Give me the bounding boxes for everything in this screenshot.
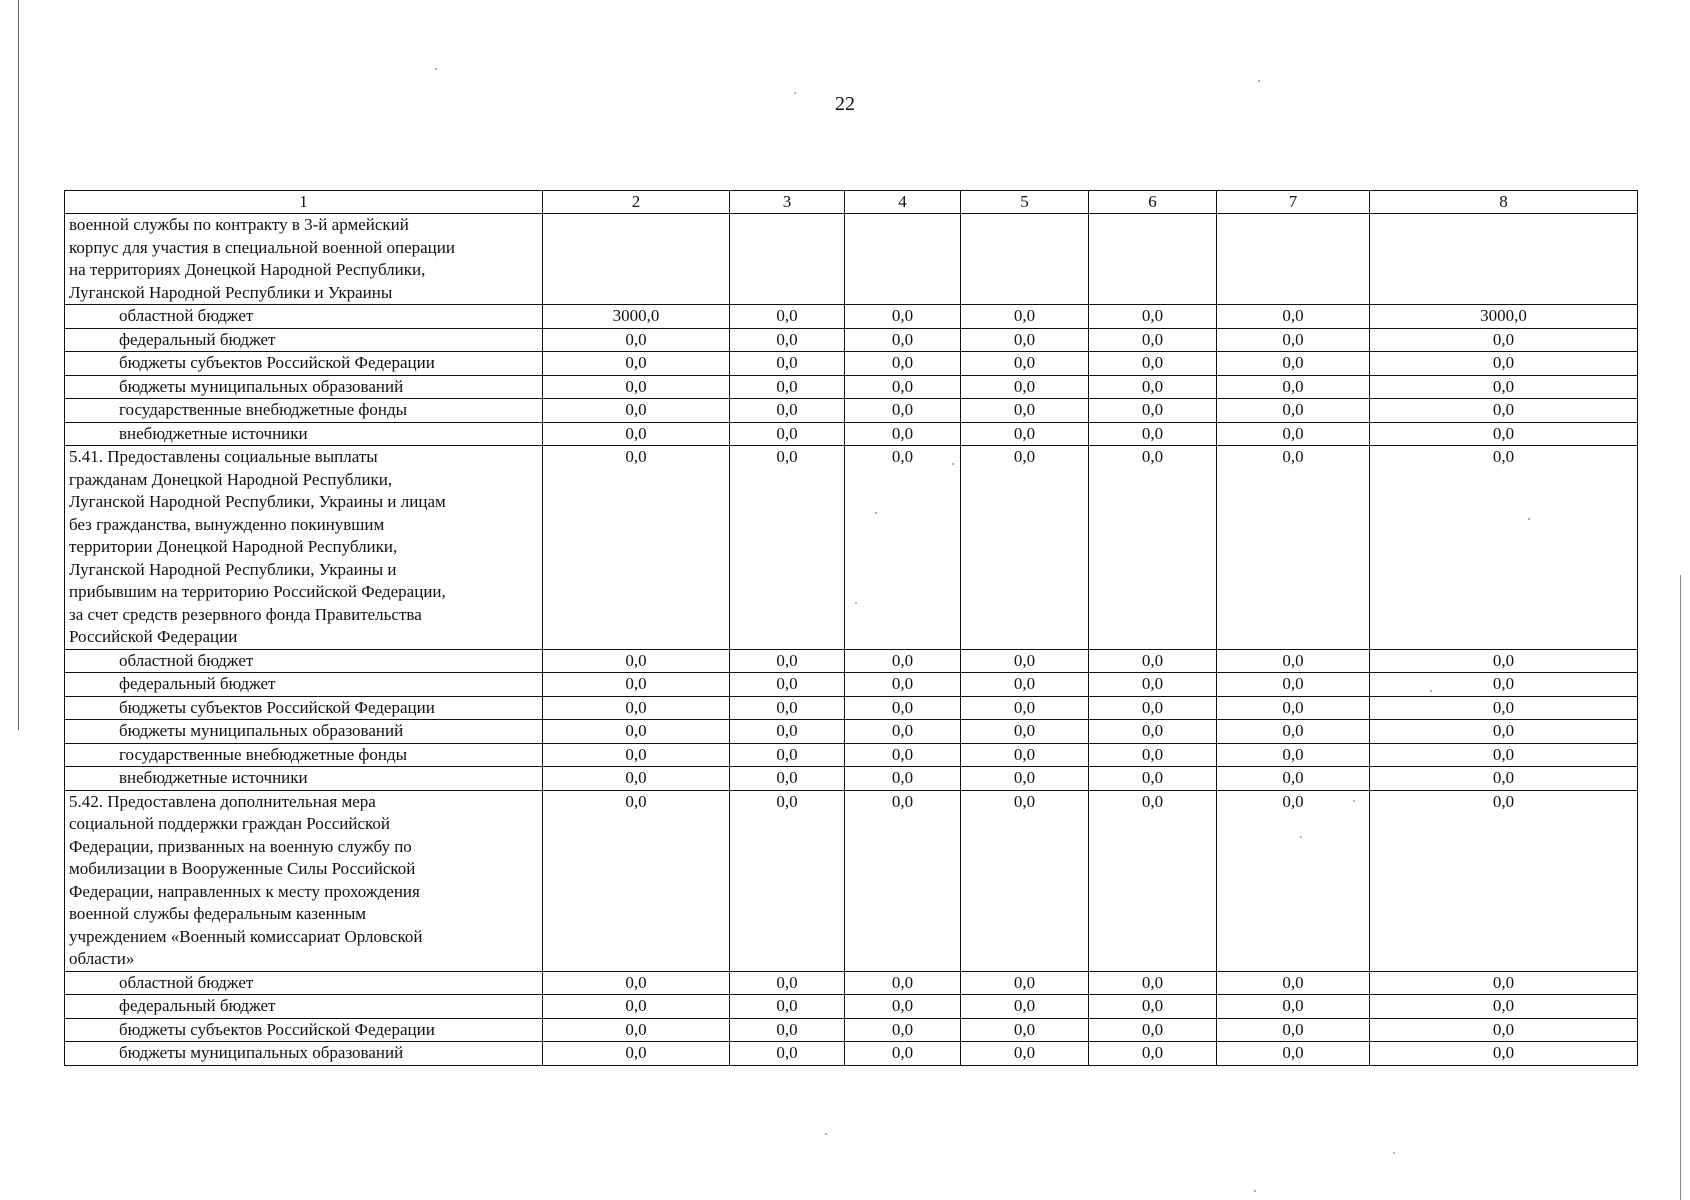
value-cell: 0,0 <box>543 446 730 650</box>
value-cell: 0,0 <box>730 328 845 352</box>
value-cell: 0,0 <box>1217 422 1370 446</box>
value-cell: 0,0 <box>1217 375 1370 399</box>
value-cell: 0,0 <box>845 696 961 720</box>
description-line: областной бюджет <box>119 972 254 992</box>
value-cell: 0,0 <box>1370 422 1638 446</box>
funding-source-label <box>65 971 543 995</box>
value-cell: 0,0 <box>845 422 961 446</box>
description-line: Луганской Народной Республики и Украины <box>69 282 393 302</box>
funding-source-label <box>65 328 543 352</box>
description-line: бюджеты субъектов Российской Федерации <box>119 697 435 717</box>
value-cell: 0,0 <box>1370 399 1638 423</box>
value-cell: 0,0 <box>543 743 730 767</box>
description-line: области» <box>69 949 135 968</box>
value-cell: 0,0 <box>543 399 730 423</box>
value-cell: 0,0 <box>1370 328 1638 352</box>
value-cell: 0,0 <box>961 1042 1089 1066</box>
value-cell: 0,0 <box>845 767 961 791</box>
value-cell: 0,0 <box>1217 995 1370 1019</box>
value-cell: 0,0 <box>961 790 1089 971</box>
value-cell: 0,0 <box>1370 673 1638 697</box>
description-line: территории Донецкой Народной Республики, <box>69 537 398 556</box>
description-line: корпус для участия в специальной военной операции <box>69 237 455 257</box>
value-cell: 0,0 <box>1217 399 1370 423</box>
value-cell: 0,0 <box>961 422 1089 446</box>
value-cell: 0,0 <box>961 399 1089 423</box>
description-line: 5.42. Предоставлена дополнительная мера <box>69 791 376 811</box>
value-cell: 0,0 <box>730 649 845 673</box>
table-row-source <box>65 422 1638 446</box>
funding-source-label <box>65 1042 543 1066</box>
value-cell: 0,0 <box>1089 767 1217 791</box>
value-cell: 0,0 <box>1089 971 1217 995</box>
description-line: областной бюджет <box>119 306 254 325</box>
value-cell: 0,0 <box>543 422 730 446</box>
description-line: Луганской Народной Республики, Украины и <box>69 559 397 579</box>
value-cell: 0,0 <box>730 790 845 971</box>
table-row-source <box>65 971 1638 995</box>
value-cell: 0,0 <box>845 446 961 650</box>
value-cell: 0,0 <box>961 971 1089 995</box>
value-cell: 0,0 <box>961 649 1089 673</box>
table-row-source <box>65 720 1638 744</box>
description-line: государственные внебюджетные фонды <box>119 400 408 419</box>
value-cell: 0,0 <box>845 352 961 376</box>
value-cell: 0,0 <box>1370 375 1638 399</box>
description-line: областной бюджет <box>119 650 254 670</box>
value-cell: 0,0 <box>961 673 1089 697</box>
description-line: внебюджетные источники <box>119 768 308 787</box>
value-cell: 0,0 <box>543 375 730 399</box>
value-cell: 0,0 <box>730 352 845 376</box>
value-cell: 0,0 <box>1370 1018 1638 1042</box>
description-line: бюджеты субъектов Российской Федерации <box>119 353 435 372</box>
funding-source-label <box>65 399 543 423</box>
table-row-item <box>65 790 1638 971</box>
value-cell: 0,0 <box>845 649 961 673</box>
table-row-source <box>65 649 1638 673</box>
description-line: Федерации, направленных к месту прохождения <box>69 881 420 901</box>
description-line: внебюджетные источники <box>119 423 308 443</box>
value-cell: 0,0 <box>730 446 845 650</box>
value-cell: 0,0 <box>1089 352 1217 376</box>
value-cell: 0,0 <box>1217 743 1370 767</box>
value-cell: 0,0 <box>1089 649 1217 673</box>
value-cell: 0,0 <box>543 1042 730 1066</box>
value-cell: 0,0 <box>961 328 1089 352</box>
description-line: социальной поддержки граждан Российской <box>69 814 391 833</box>
value-cell: 0,0 <box>1370 767 1638 791</box>
table-row-source <box>65 995 1638 1019</box>
value-cell: 0,0 <box>845 971 961 995</box>
description-line: 5.41. Предоставлены социальные выплаты <box>69 447 378 466</box>
value-cell: 0,0 <box>1370 743 1638 767</box>
value-cell: 0,0 <box>845 1042 961 1066</box>
description-line: бюджеты муниципальных образований <box>119 376 404 396</box>
table-row-source <box>65 399 1638 423</box>
table-row-source <box>65 305 1638 329</box>
description-line: гражданам Донецкой Народной Республики, <box>69 469 393 489</box>
description-line: федеральный бюджет <box>119 674 276 693</box>
table-row-source <box>65 696 1638 720</box>
item-description <box>65 214 543 305</box>
column-header: 2 <box>543 191 730 214</box>
value-cell: 0,0 <box>1370 649 1638 673</box>
value-cell: 0,0 <box>1217 790 1370 971</box>
value-cell: 0,0 <box>543 649 730 673</box>
column-header: 1 <box>65 191 543 214</box>
column-header: 4 <box>845 191 961 214</box>
value-cell: 0,0 <box>730 720 845 744</box>
value-cell: 0,0 <box>961 767 1089 791</box>
description-line: без гражданства, вынужденно покинувшим <box>69 514 385 534</box>
description-line: бюджеты муниципальных образований <box>119 1043 404 1062</box>
value-cell: 0,0 <box>1089 673 1217 697</box>
value-cell: 0,0 <box>730 971 845 995</box>
scan-speck <box>1254 1190 1256 1192</box>
value-cell: 0,0 <box>1089 422 1217 446</box>
value-cell: 0,0 <box>1370 1042 1638 1066</box>
scan-speck <box>1393 1152 1395 1154</box>
value-cell: 0,0 <box>730 743 845 767</box>
value-cell: 0,0 <box>1089 1042 1217 1066</box>
value-cell: 0,0 <box>730 767 845 791</box>
value-cell: 3000,0 <box>1370 305 1638 329</box>
funding-source-label <box>65 649 543 673</box>
value-cell: 0,0 <box>1217 673 1370 697</box>
value-cell: 0,0 <box>961 743 1089 767</box>
value-cell <box>543 214 730 305</box>
value-cell: 0,0 <box>1089 375 1217 399</box>
value-cell: 0,0 <box>543 720 730 744</box>
value-cell: 0,0 <box>730 399 845 423</box>
value-cell: 0,0 <box>845 305 961 329</box>
value-cell: 0,0 <box>1217 767 1370 791</box>
value-cell: 0,0 <box>543 352 730 376</box>
value-cell: 0,0 <box>543 971 730 995</box>
item-description <box>65 446 543 650</box>
funding-source-label <box>65 743 543 767</box>
description-line: прибывшим на территорию Российской Федерации, <box>69 582 446 601</box>
description-line: военной службы по контракту в 3-й армейский <box>69 215 409 234</box>
value-cell <box>845 214 961 305</box>
value-cell: 0,0 <box>1217 305 1370 329</box>
description-line: мобилизации в Вооруженные Силы Российской <box>69 859 416 878</box>
value-cell: 0,0 <box>1217 352 1370 376</box>
value-cell: 0,0 <box>1089 720 1217 744</box>
table-row-source <box>65 328 1638 352</box>
description-line: федеральный бюджет <box>119 329 276 349</box>
description-line: за счет средств резервного фонда Правительства <box>69 604 422 624</box>
value-cell: 0,0 <box>1089 328 1217 352</box>
description-line: учреждением «Военный комиссариат Орловской <box>69 926 423 946</box>
description-line: бюджеты субъектов Российской Федерации <box>119 1019 435 1039</box>
value-cell: 0,0 <box>1217 1042 1370 1066</box>
value-cell: 0,0 <box>543 673 730 697</box>
value-cell: 0,0 <box>543 790 730 971</box>
value-cell: 0,0 <box>730 1018 845 1042</box>
scan-speck <box>1258 80 1260 82</box>
column-header: 8 <box>1370 191 1638 214</box>
value-cell: 0,0 <box>961 1018 1089 1042</box>
value-cell: 0,0 <box>1217 328 1370 352</box>
value-cell: 0,0 <box>1089 399 1217 423</box>
table-row-source <box>65 767 1638 791</box>
value-cell: 0,0 <box>961 375 1089 399</box>
value-cell: 0,0 <box>1089 1018 1217 1042</box>
funding-source-label <box>65 720 543 744</box>
description-line: государственные внебюджетные фонды <box>119 744 408 764</box>
table-row-source <box>65 375 1638 399</box>
value-cell: 3000,0 <box>543 305 730 329</box>
item-description <box>65 790 543 971</box>
description-line: Луганской Народной Республики, Украины и лицам <box>69 492 446 511</box>
budget-table <box>64 190 1638 1066</box>
value-cell: 0,0 <box>845 673 961 697</box>
scan-speck <box>825 1133 827 1135</box>
value-cell: 0,0 <box>1089 696 1217 720</box>
table-row-source <box>65 743 1638 767</box>
value-cell: 0,0 <box>961 995 1089 1019</box>
value-cell: 0,0 <box>961 696 1089 720</box>
table-row-source <box>65 1018 1638 1042</box>
value-cell: 0,0 <box>1217 649 1370 673</box>
value-cell: 0,0 <box>543 767 730 791</box>
value-cell: 0,0 <box>543 328 730 352</box>
value-cell: 0,0 <box>1217 696 1370 720</box>
value-cell: 0,0 <box>845 743 961 767</box>
description-line: Федерации, призванных на военную службу по <box>69 836 412 856</box>
value-cell: 0,0 <box>730 375 845 399</box>
value-cell: 0,0 <box>845 328 961 352</box>
funding-source-label <box>65 995 543 1019</box>
value-cell <box>961 214 1089 305</box>
value-cell: 0,0 <box>1089 995 1217 1019</box>
value-cell: 0,0 <box>543 696 730 720</box>
value-cell: 0,0 <box>1370 790 1638 971</box>
value-cell: 0,0 <box>1370 696 1638 720</box>
value-cell: 0,0 <box>730 696 845 720</box>
scan-speck <box>435 68 437 70</box>
value-cell: 0,0 <box>1217 720 1370 744</box>
page-number: 22 <box>835 93 855 115</box>
value-cell: 0,0 <box>730 673 845 697</box>
value-cell <box>1217 214 1370 305</box>
value-cell: 0,0 <box>845 1018 961 1042</box>
value-cell: 0,0 <box>730 305 845 329</box>
value-cell: 0,0 <box>1370 446 1638 650</box>
value-cell: 0,0 <box>1089 743 1217 767</box>
value-cell <box>730 214 845 305</box>
description-line: федеральный бюджет <box>119 996 276 1015</box>
table-row-source <box>65 352 1638 376</box>
value-cell: 0,0 <box>730 995 845 1019</box>
description-line: на территориях Донецкой Народной Республики, <box>69 260 426 279</box>
value-cell: 0,0 <box>1217 1018 1370 1042</box>
value-cell: 0,0 <box>1370 971 1638 995</box>
funding-source-label <box>65 375 543 399</box>
table-row-source <box>65 673 1638 697</box>
description-line: Российской Федерации <box>69 627 238 646</box>
value-cell: 0,0 <box>1370 352 1638 376</box>
funding-source-label <box>65 305 543 329</box>
funding-source-label <box>65 352 543 376</box>
value-cell: 0,0 <box>845 995 961 1019</box>
value-cell: 0,0 <box>845 399 961 423</box>
value-cell: 0,0 <box>543 995 730 1019</box>
value-cell: 0,0 <box>961 305 1089 329</box>
funding-source-label <box>65 767 543 791</box>
column-header: 7 <box>1217 191 1370 214</box>
value-cell: 0,0 <box>1089 305 1217 329</box>
funding-source-label <box>65 696 543 720</box>
funding-source-label <box>65 1018 543 1042</box>
value-cell: 0,0 <box>961 446 1089 650</box>
value-cell: 0,0 <box>1217 446 1370 650</box>
value-cell: 0,0 <box>961 720 1089 744</box>
value-cell <box>1370 214 1638 305</box>
value-cell: 0,0 <box>1089 446 1217 650</box>
description-line: бюджеты муниципальных образований <box>119 721 404 740</box>
value-cell: 0,0 <box>730 1042 845 1066</box>
description-line: военной службы федеральным казенным <box>69 904 367 923</box>
column-header: 6 <box>1089 191 1217 214</box>
value-cell: 0,0 <box>961 352 1089 376</box>
table-row-source <box>65 1042 1638 1066</box>
value-cell: 0,0 <box>845 790 961 971</box>
scan-right-edge-line <box>1680 575 1681 1200</box>
column-header: 5 <box>961 191 1089 214</box>
value-cell: 0,0 <box>1370 720 1638 744</box>
value-cell: 0,0 <box>845 720 961 744</box>
funding-source-label <box>65 673 543 697</box>
funding-source-label <box>65 422 543 446</box>
value-cell <box>1089 214 1217 305</box>
value-cell: 0,0 <box>1089 790 1217 971</box>
table-header-row <box>65 191 1638 214</box>
value-cell: 0,0 <box>1370 995 1638 1019</box>
value-cell: 0,0 <box>1217 971 1370 995</box>
value-cell: 0,0 <box>543 1018 730 1042</box>
table-row-item <box>65 214 1638 305</box>
table-row-item <box>65 446 1638 650</box>
value-cell: 0,0 <box>730 422 845 446</box>
value-cell: 0,0 <box>845 375 961 399</box>
column-header: 3 <box>730 191 845 214</box>
